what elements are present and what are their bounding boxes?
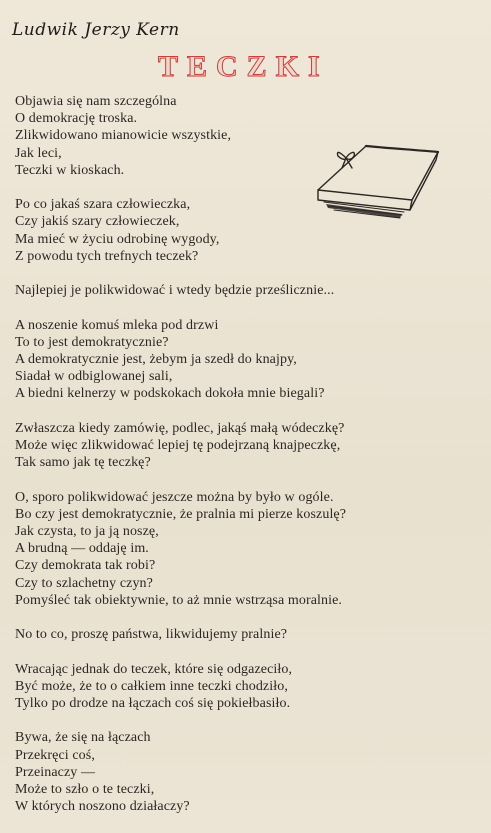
poem-line: Tylko po drodze na łączach coś się pokiełbasiło.	[15, 696, 291, 711]
poem-body	[15, 93, 485, 833]
poem-line: W których noszono działaczy?	[15, 799, 190, 815]
poem-line: A noszenie komuś mleka pod drzwi	[15, 317, 219, 333]
poem-line: Bywa, że się na łączach	[15, 730, 151, 746]
poem-line: A biedni kelnerzy w podskokach dokoła mnie biegali?	[15, 386, 325, 402]
poem-line: Zwłaszcza kiedy zamówię, podlec, jakąś małą wódeczkę?	[15, 420, 345, 436]
poem-line: Wracając jednak do teczek, które się odgazeciło,	[15, 661, 293, 677]
poem-line: Może więc zlikwidować lepiej tę podejrzaną knajpeczkę,	[15, 438, 341, 453]
poem-line: Z powodu tych trefnych teczek?	[15, 248, 199, 264]
poem-line: Przekręci coś,	[15, 747, 95, 763]
poem-line: To to jest demokratycznie?	[15, 334, 169, 350]
poem-line: O demokrację troska.	[15, 111, 138, 127]
stanza	[15, 93, 485, 179]
poem-line: Ma mieć w życiu odrobinę wygody,	[15, 231, 220, 247]
stanza	[15, 661, 485, 713]
poem-line: Najlepiej je polikwidować i wtedy będzie prześlicznie...	[15, 283, 335, 299]
poem-line: Zlikwidowano mianowicie wszystkie,	[15, 128, 232, 144]
stanza	[15, 196, 485, 265]
poem-line: Teczki w kioskach.	[15, 162, 125, 178]
poem-line: Czy to szlachetny czyn?	[15, 575, 153, 591]
poem-line: No to co, proszę państwa, likwidujemy pralnie?	[15, 627, 288, 643]
stanza	[15, 729, 485, 815]
stanza	[15, 317, 485, 403]
poem-line: Jak czysta, to ja ją noszę,	[15, 524, 159, 539]
poem-line: O, sporo polikwidować jeszcze można by było w ogóle.	[15, 489, 334, 505]
poem-line: Przeinaczy —	[15, 764, 96, 780]
author-signature: Ludwik Jerzy Kern	[12, 20, 180, 40]
poem-line: Po co jakaś szara człowieczka,	[15, 197, 191, 213]
poem-title: TECZKI	[158, 50, 329, 83]
stanza	[15, 489, 485, 609]
poem-line: Czy jakiś szary człowieczek,	[15, 214, 180, 230]
poem-line: Siadał w odbiglowanej sali,	[15, 369, 173, 385]
poem-line: Jak leci,	[15, 145, 62, 161]
stanza	[15, 626, 485, 643]
poem-line: Może to szło o te teczki,	[15, 782, 155, 797]
poem-line: A demokratycznie jest, żebym ja szedł do knajpy,	[15, 352, 297, 367]
poem-line: Objawia się nam szczególna	[15, 94, 177, 109]
poem-line: Być może, że to o całkiem inne teczki chodziło,	[15, 678, 288, 694]
poem-line: Czy demokrata tak robi?	[15, 558, 156, 574]
stanza	[15, 420, 485, 472]
poem-line: A brudną — oddaję im.	[15, 541, 149, 557]
poem-line: Pomyśleć tak obiektywnie, to aż mnie wstrząsa moralnie.	[15, 592, 343, 608]
poem-line: Bo czy jest demokratycznie, że pralnia mi pierze koszulę?	[15, 506, 347, 522]
stanza	[15, 282, 485, 299]
poem-line: Tak samo jak tę teczkę?	[15, 455, 151, 471]
